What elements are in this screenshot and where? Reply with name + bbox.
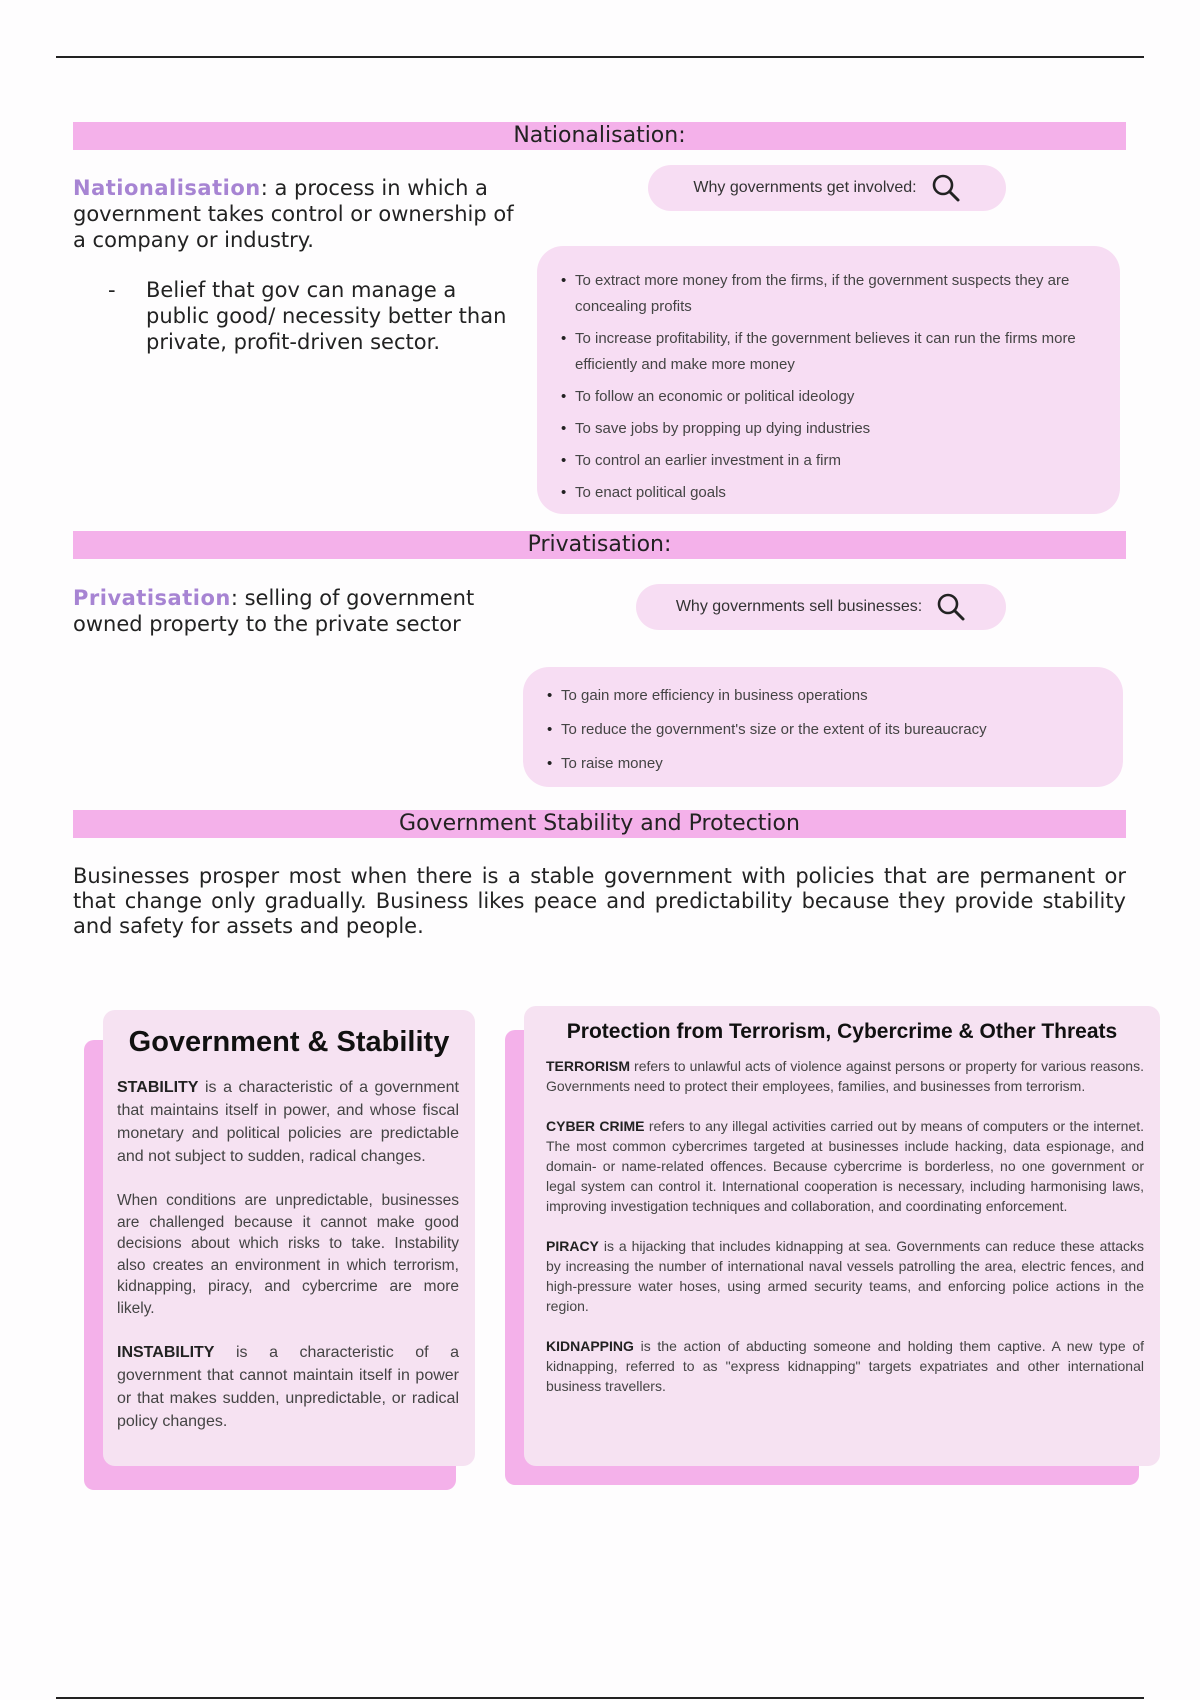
list-item: • To extract more money from the firms, if the government suspects they are concealing profits [561, 268, 1101, 320]
privatisation-definition-text: : selling of government owned property to the private sector [73, 586, 475, 636]
why-sell-label: Why governments sell businesses: [675, 598, 923, 615]
piracy-term: PIRACY [546, 1238, 599, 1254]
privatisation-reasons [523, 667, 1123, 787]
privatisation-definition [73, 585, 513, 637]
nationalisation-definition [73, 175, 523, 253]
nationalisation-term: Nationalisation [73, 176, 261, 200]
kidnapping-term: KIDNAPPING [546, 1338, 634, 1354]
cybercrime-text: refers to any illegal activities carried out by means of computers or the internet. The most common cybercrimes targeted at businesses include hacking, data espionage, and domain- or name-related offences. Because cybercrime is borderless, no one government or legal system can control it. International cooperation is necessary, including harmonising laws, improving investigation techniques and collaboration, and coordinating enforcement. [546, 1118, 1144, 1214]
stability-heading: Government Stability and Protection [73, 810, 1126, 838]
note-dash: - [108, 278, 116, 302]
cybercrime-term: CYBER CRIME [546, 1118, 645, 1134]
why-involved-pill [648, 165, 1006, 211]
list-item: • To enact political goals [561, 480, 1101, 506]
nationalisation-heading: Nationalisation: [73, 122, 1126, 150]
list-item: • To gain more efficiency in business operations [547, 683, 1107, 709]
stability-definition [117, 1076, 459, 1168]
nationalisation-reasons [537, 246, 1120, 514]
stability-text: is a characteristic of a government that maintains itself in power, and whose fiscal monetary and political policies are predictable and not subject to sudden, radical changes. [117, 1079, 459, 1165]
list-item: • To save jobs by propping up dying industries [561, 416, 1101, 442]
piracy-paragraph [546, 1236, 1144, 1316]
protection-card [524, 1006, 1160, 1466]
unpredictable-paragraph: When conditions are unpredictable, businesses are challenged because it cannot make good decisions about which risks to take. Instability also creates an environment in which terrorism, kidnapping, piracy, and cybercrime are more likely. [117, 1192, 459, 1317]
why-involved-label: Why governments get involved: [693, 179, 917, 196]
kidnapping-paragraph [546, 1336, 1144, 1396]
search-icon [931, 173, 961, 203]
instability-text: is a characteristic of a government that cannot maintain itself in power or that makes sudden, unpredictable, or radical policy changes. [117, 1344, 459, 1430]
stability-paragraph: Businesses prosper most when there is a stable government with policies that are permanent or that change only gradually. Business likes peace and predictability because they provide stability and safety for assets and people. [73, 864, 1126, 938]
protection-card-title: Protection from Terrorism, Cybercrime & Other Threats [566, 1020, 1118, 1043]
instability-definition [117, 1341, 459, 1433]
stability-term: STABILITY [117, 1079, 199, 1096]
top-rule [56, 56, 1144, 58]
cybercrime-paragraph [546, 1116, 1144, 1216]
bottom-rule [56, 1697, 1144, 1699]
stability-card [103, 1010, 475, 1466]
search-icon [936, 592, 966, 622]
stability-card-title: Government & Stability [128, 1026, 450, 1058]
terrorism-term: TERRORISM [546, 1058, 630, 1074]
list-item: • To control an earlier investment in a firm [561, 448, 1101, 474]
nationalisation-definition-text: : a process in which a government takes control or ownership of a company or industry. [73, 176, 514, 252]
list-item: • To raise money [547, 751, 1107, 777]
kidnapping-text: is the action of abducting someone and holding them captive. A new type of kidnapping, referred to as "express kidnapping" targets expatriates and other international business travellers. [546, 1338, 1144, 1394]
list-item: • To increase profitability, if the government believes it can run the firms more efficiently and make more money [561, 326, 1101, 378]
list-item: • To follow an economic or political ideology [561, 384, 1101, 410]
list-item: • To reduce the government's size or the extent of its bureaucracy [547, 717, 1107, 743]
piracy-text: is a hijacking that includes kidnapping at sea. Governments can reduce these attacks by increasing the number of international naval vessels patrolling the area, electric fences, and high-pressure water hoses, using armed security teams, and enforcing police actions in the region. [546, 1238, 1144, 1314]
terrorism-text: refers to unlawful acts of violence against persons or property for various reasons. Governments need to protect their employees, families, and businesses from terrorism. [546, 1058, 1144, 1094]
terrorism-paragraph [546, 1056, 1144, 1096]
privatisation-term: Privatisation [73, 586, 231, 610]
why-sell-pill [636, 584, 1006, 630]
note-text: Belief that gov can manage a public good/ necessity better than private, profit-driven sector. [146, 278, 507, 354]
privatisation-heading: Privatisation: [73, 531, 1126, 559]
instability-term: INSTABILITY [117, 1344, 215, 1361]
